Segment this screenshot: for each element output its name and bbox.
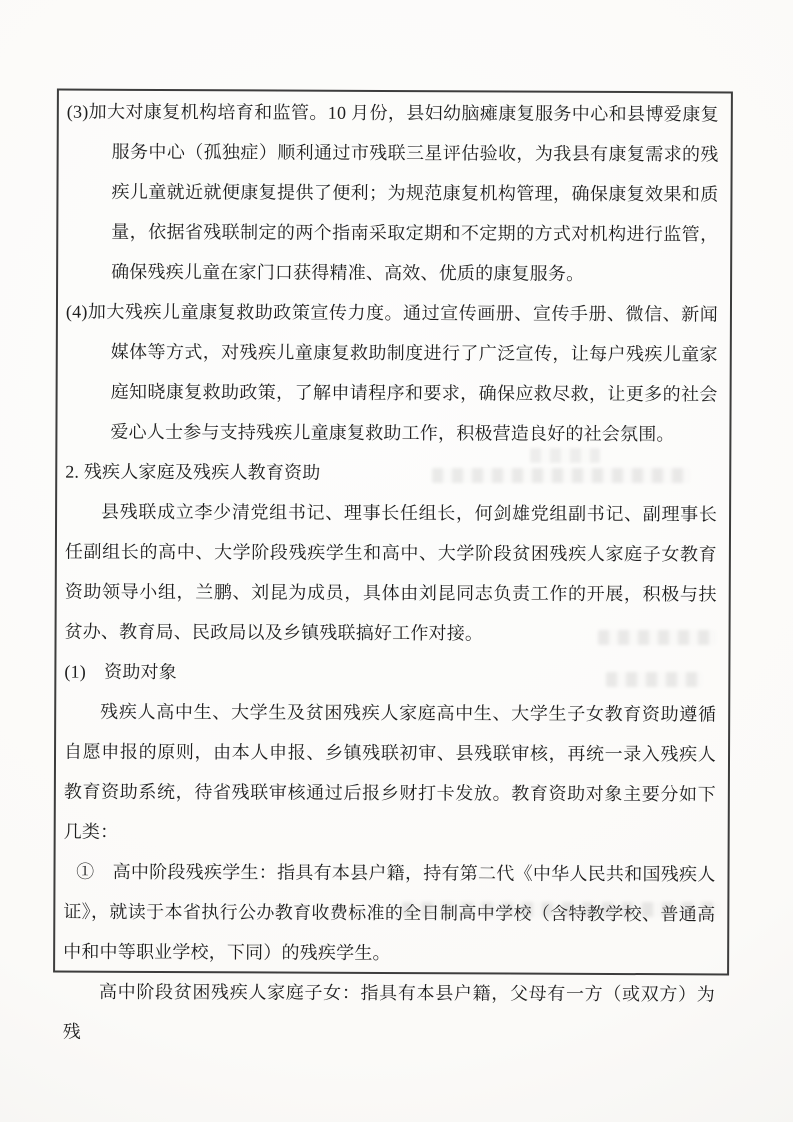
- paragraph-item-3: (3)加大对康复机构培育和监管。10 月份，县妇幼脑瘫康复服务中心和县博爱康复服务中心（孤独症）顺利通过市残联三星评估验收，为我县有康复需求的残疾儿童就近就便康复提供了便利；为规范康复机构管理，确保康复效果和质量，依据省残联制定的两个指南采取定期和不定期的方式对机构进行监管，确保残疾儿童在家门口获得精准、高效、优质的康复服务。: [66, 101, 719, 284]
- paragraph-poor-family-children: 高中阶段贫困残疾人家庭子女：指具有本县户籍，父母有一方（或双方）为残: [62, 981, 716, 1042]
- paragraph-item-4: (4)加大残疾儿童康复救助政策宣传力度。通过宣传画册、宣传手册、微信、新闻媒体等方式，对残疾儿童康复救助制度进行了广泛宣传，让每户残疾儿童家庭知晓康复救助政策，了解申请程序和要求，确保应救尽救，让更多的社会爱心人士参与支持残疾儿童康复救助工作，积极营造良好的社会氛围。: [65, 301, 718, 445]
- document-table-border: [53, 89, 733, 1042]
- paragraph-leading-group: 县残联成立李少清党组书记、理事长任组长，何剑雄党组副书记、副理事长任副组长的高中、大学阶段残疾学生和高中、大学阶段贫困残疾人家庭子女教育资助领导小组，兰鹏、刘昆为成员，具体由刘昆同志负责工作的开展，积极与扶贫办、教育局、民政局以及乡镇残联搞好工作对接。: [64, 501, 718, 644]
- subsection-heading-aid-targets: (1) 资助对象: [64, 661, 178, 683]
- paragraph-application-process: 残疾人高中生、大学生及贫困残疾人家庭高中生、大学生子女教育资助遵循自愿申报的原则，由本人申报、乡镇残联初审、县残联审核，再统一录入残疾人教育资助系统，待省残联审核通过后报乡财打卡发放。教育资助对象主要分如下几类：: [63, 701, 717, 842]
- section-heading-education-aid: 2. 残疾人家庭及残疾人教育资助: [65, 461, 321, 483]
- paragraph-category-disabled-students: ① 高中阶段残疾学生：指具有本县户籍，持有第二代《中华人民共和国残疾人证》，就读于本省执行公办教育收费标准的全日制高中学校（含特教学校、普通高中和中等职业学校，下同）的残疾学生。: [63, 861, 716, 963]
